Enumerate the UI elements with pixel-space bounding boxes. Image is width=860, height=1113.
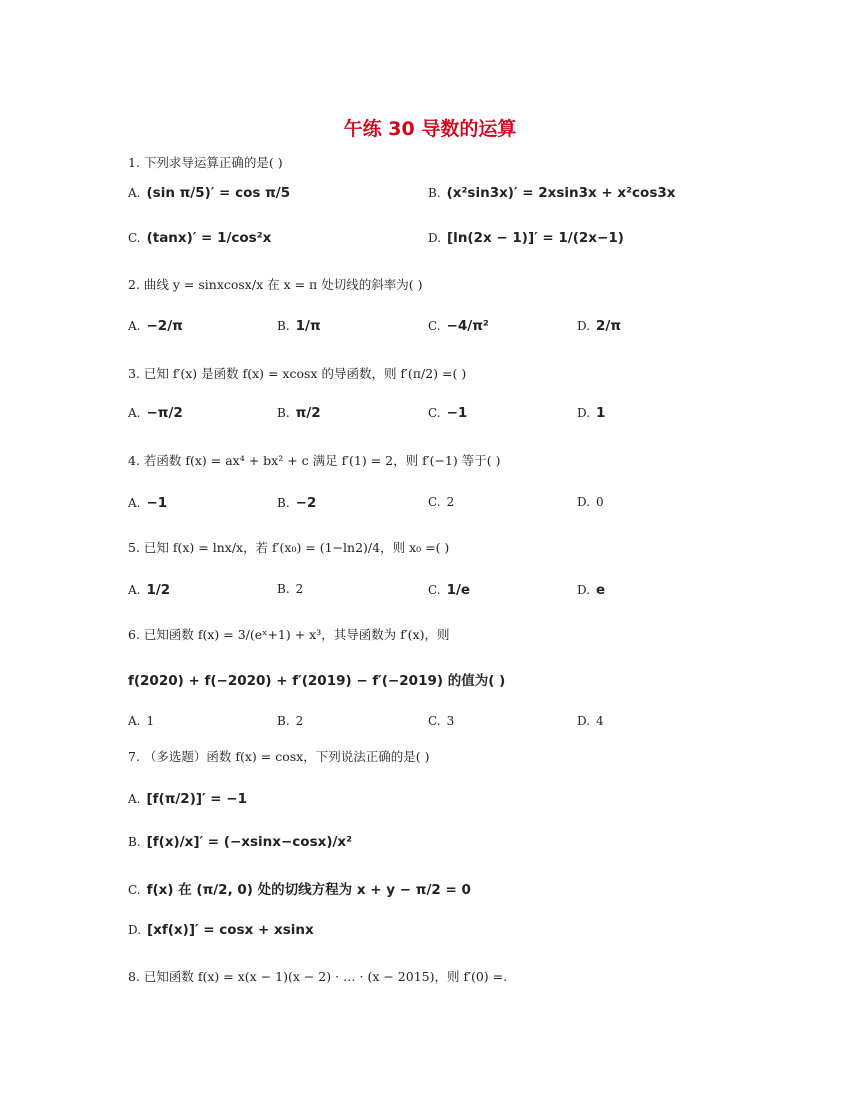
option-label: D. <box>577 319 591 333</box>
question-1-option-d <box>428 230 624 246</box>
question-1-option-a <box>128 185 290 201</box>
question-6-option-b <box>277 714 303 728</box>
option-text: −2 <box>295 495 317 511</box>
question-5-stem: 5. 已知 f(x) = lnx/x，若 f′(x₀) = (1−ln2)/4，则 x₀ =( ) <box>128 540 450 555</box>
option-text: −4/π² <box>446 318 489 334</box>
option-label: C. <box>428 714 441 728</box>
option-label: C. <box>128 883 141 897</box>
option-label: C. <box>428 319 441 333</box>
question-7-option-a <box>128 791 247 807</box>
option-label: A. <box>128 714 141 728</box>
question-8-stem: 8. 已知函数 f(x) = x(x − 1)(x − 2) · … · (x − 2015)，则 f′(0) =. <box>128 969 508 984</box>
question-3-option-c <box>428 405 467 421</box>
option-label: A. <box>128 186 141 200</box>
option-label: A. <box>128 319 141 333</box>
question-5-option-b <box>277 582 303 596</box>
question-5-option-c <box>428 582 470 598</box>
question-4-option-b <box>277 495 316 511</box>
option-text: 1 <box>146 714 155 728</box>
question-6-option-a <box>128 714 154 728</box>
option-label: A. <box>128 496 141 510</box>
question-3-stem: 3. 已知 f′(x) 是函数 f(x) = xcosx 的导函数，则 f′(π/2) =( ) <box>128 366 467 381</box>
question-4-stem: 4. 若函数 f(x) = ax⁴ + bx² + c 满足 f′(1) = 2，则 f′(−1) 等于( ) <box>128 453 501 468</box>
question-4-option-a <box>128 495 167 511</box>
question-7-stem: 7. （多选题）函数 f(x) = cosx，下列说法正确的是( ) <box>128 749 430 764</box>
question-2-stem: 2. 曲线 y = sinxcosx/x 在 x = π 处切线的斜率为( ) <box>128 277 423 292</box>
option-label: B. <box>277 582 290 596</box>
page-title: 午练 30 导数的运算 <box>343 118 517 140</box>
option-label: A. <box>128 583 141 597</box>
option-text: (tanx)′ = 1/cos²x <box>146 230 272 246</box>
option-text: [ln(2x − 1)]′ = 1/(2x−1) <box>447 230 624 246</box>
option-label: B. <box>277 319 290 333</box>
question-2-option-a <box>128 318 183 334</box>
question-4-option-d <box>577 495 604 509</box>
question-3-option-b <box>277 405 321 421</box>
option-text: 2 <box>446 495 455 509</box>
question-6-stem-continued: f(2020) + f(−2020) + f′(2019) − f′(−2019) 的值为( ) <box>128 673 506 689</box>
option-text: f(x) 在 (π/2, 0) 处的切线方程为 x + y − π/2 = 0 <box>146 882 471 898</box>
option-label: B. <box>277 496 290 510</box>
option-label: B. <box>277 406 290 420</box>
option-text: π/2 <box>295 405 321 421</box>
option-text: 2 <box>295 582 304 596</box>
option-label: B. <box>428 186 441 200</box>
question-2-option-d <box>577 318 621 334</box>
question-3-option-a <box>128 405 183 421</box>
option-text: e <box>596 582 606 598</box>
question-6-option-c <box>428 714 454 728</box>
option-label: B. <box>277 714 290 728</box>
option-label: C. <box>428 583 441 597</box>
option-text: −2/π <box>146 318 183 334</box>
question-2-option-c <box>428 318 489 334</box>
option-text: 2 <box>295 714 304 728</box>
option-text: 4 <box>596 714 604 728</box>
question-5-option-a <box>128 582 170 598</box>
option-label: C. <box>428 406 441 420</box>
option-text: [xf(x)]′ = cosx + xsinx <box>147 922 314 938</box>
option-text: 0 <box>596 495 604 509</box>
option-label: D. <box>577 495 591 509</box>
option-label: C. <box>128 231 141 245</box>
question-4-option-c <box>428 495 454 509</box>
question-7-option-d <box>128 922 314 938</box>
option-text: 1/e <box>446 582 471 598</box>
option-text: 3 <box>446 714 455 728</box>
question-1-option-b <box>428 185 675 201</box>
option-label: A. <box>128 406 141 420</box>
option-text: 1/2 <box>146 582 171 598</box>
question-3-option-d <box>577 405 605 421</box>
option-text: (sin π/5)′ = cos π/5 <box>146 185 291 201</box>
option-text: 1 <box>596 405 606 421</box>
option-text: [f(π/2)]′ = −1 <box>146 791 248 807</box>
option-text: 2/π <box>596 318 622 334</box>
question-7-option-c <box>128 878 471 898</box>
option-label: C. <box>428 495 441 509</box>
question-1-option-c <box>128 230 271 246</box>
question-5-option-d <box>577 582 605 598</box>
option-text: −1 <box>446 405 468 421</box>
question-1-stem: 1. 下列求导运算正确的是( ) <box>128 155 283 170</box>
question-6-stem: 6. 已知函数 f(x) = 3/(eˣ+1) + x³，其导函数为 f′(x)，则 <box>128 627 450 642</box>
option-label: B. <box>128 835 141 849</box>
option-text: −π/2 <box>146 405 183 421</box>
option-text: [f(x)/x]′ = (−xsinx−cosx)/x² <box>146 834 353 850</box>
question-6-option-d <box>577 714 604 728</box>
option-label: D. <box>128 923 142 937</box>
option-label: D. <box>428 231 442 245</box>
option-label: D. <box>577 583 591 597</box>
question-2-option-b <box>277 318 321 334</box>
option-label: D. <box>577 406 591 420</box>
option-text: (x²sin3x)′ = 2xsin3x + x²cos3x <box>446 185 676 201</box>
option-text: 1/π <box>295 318 321 334</box>
question-7-option-b <box>128 834 352 850</box>
option-label: D. <box>577 714 591 728</box>
option-text: −1 <box>146 495 168 511</box>
option-label: A. <box>128 792 141 806</box>
